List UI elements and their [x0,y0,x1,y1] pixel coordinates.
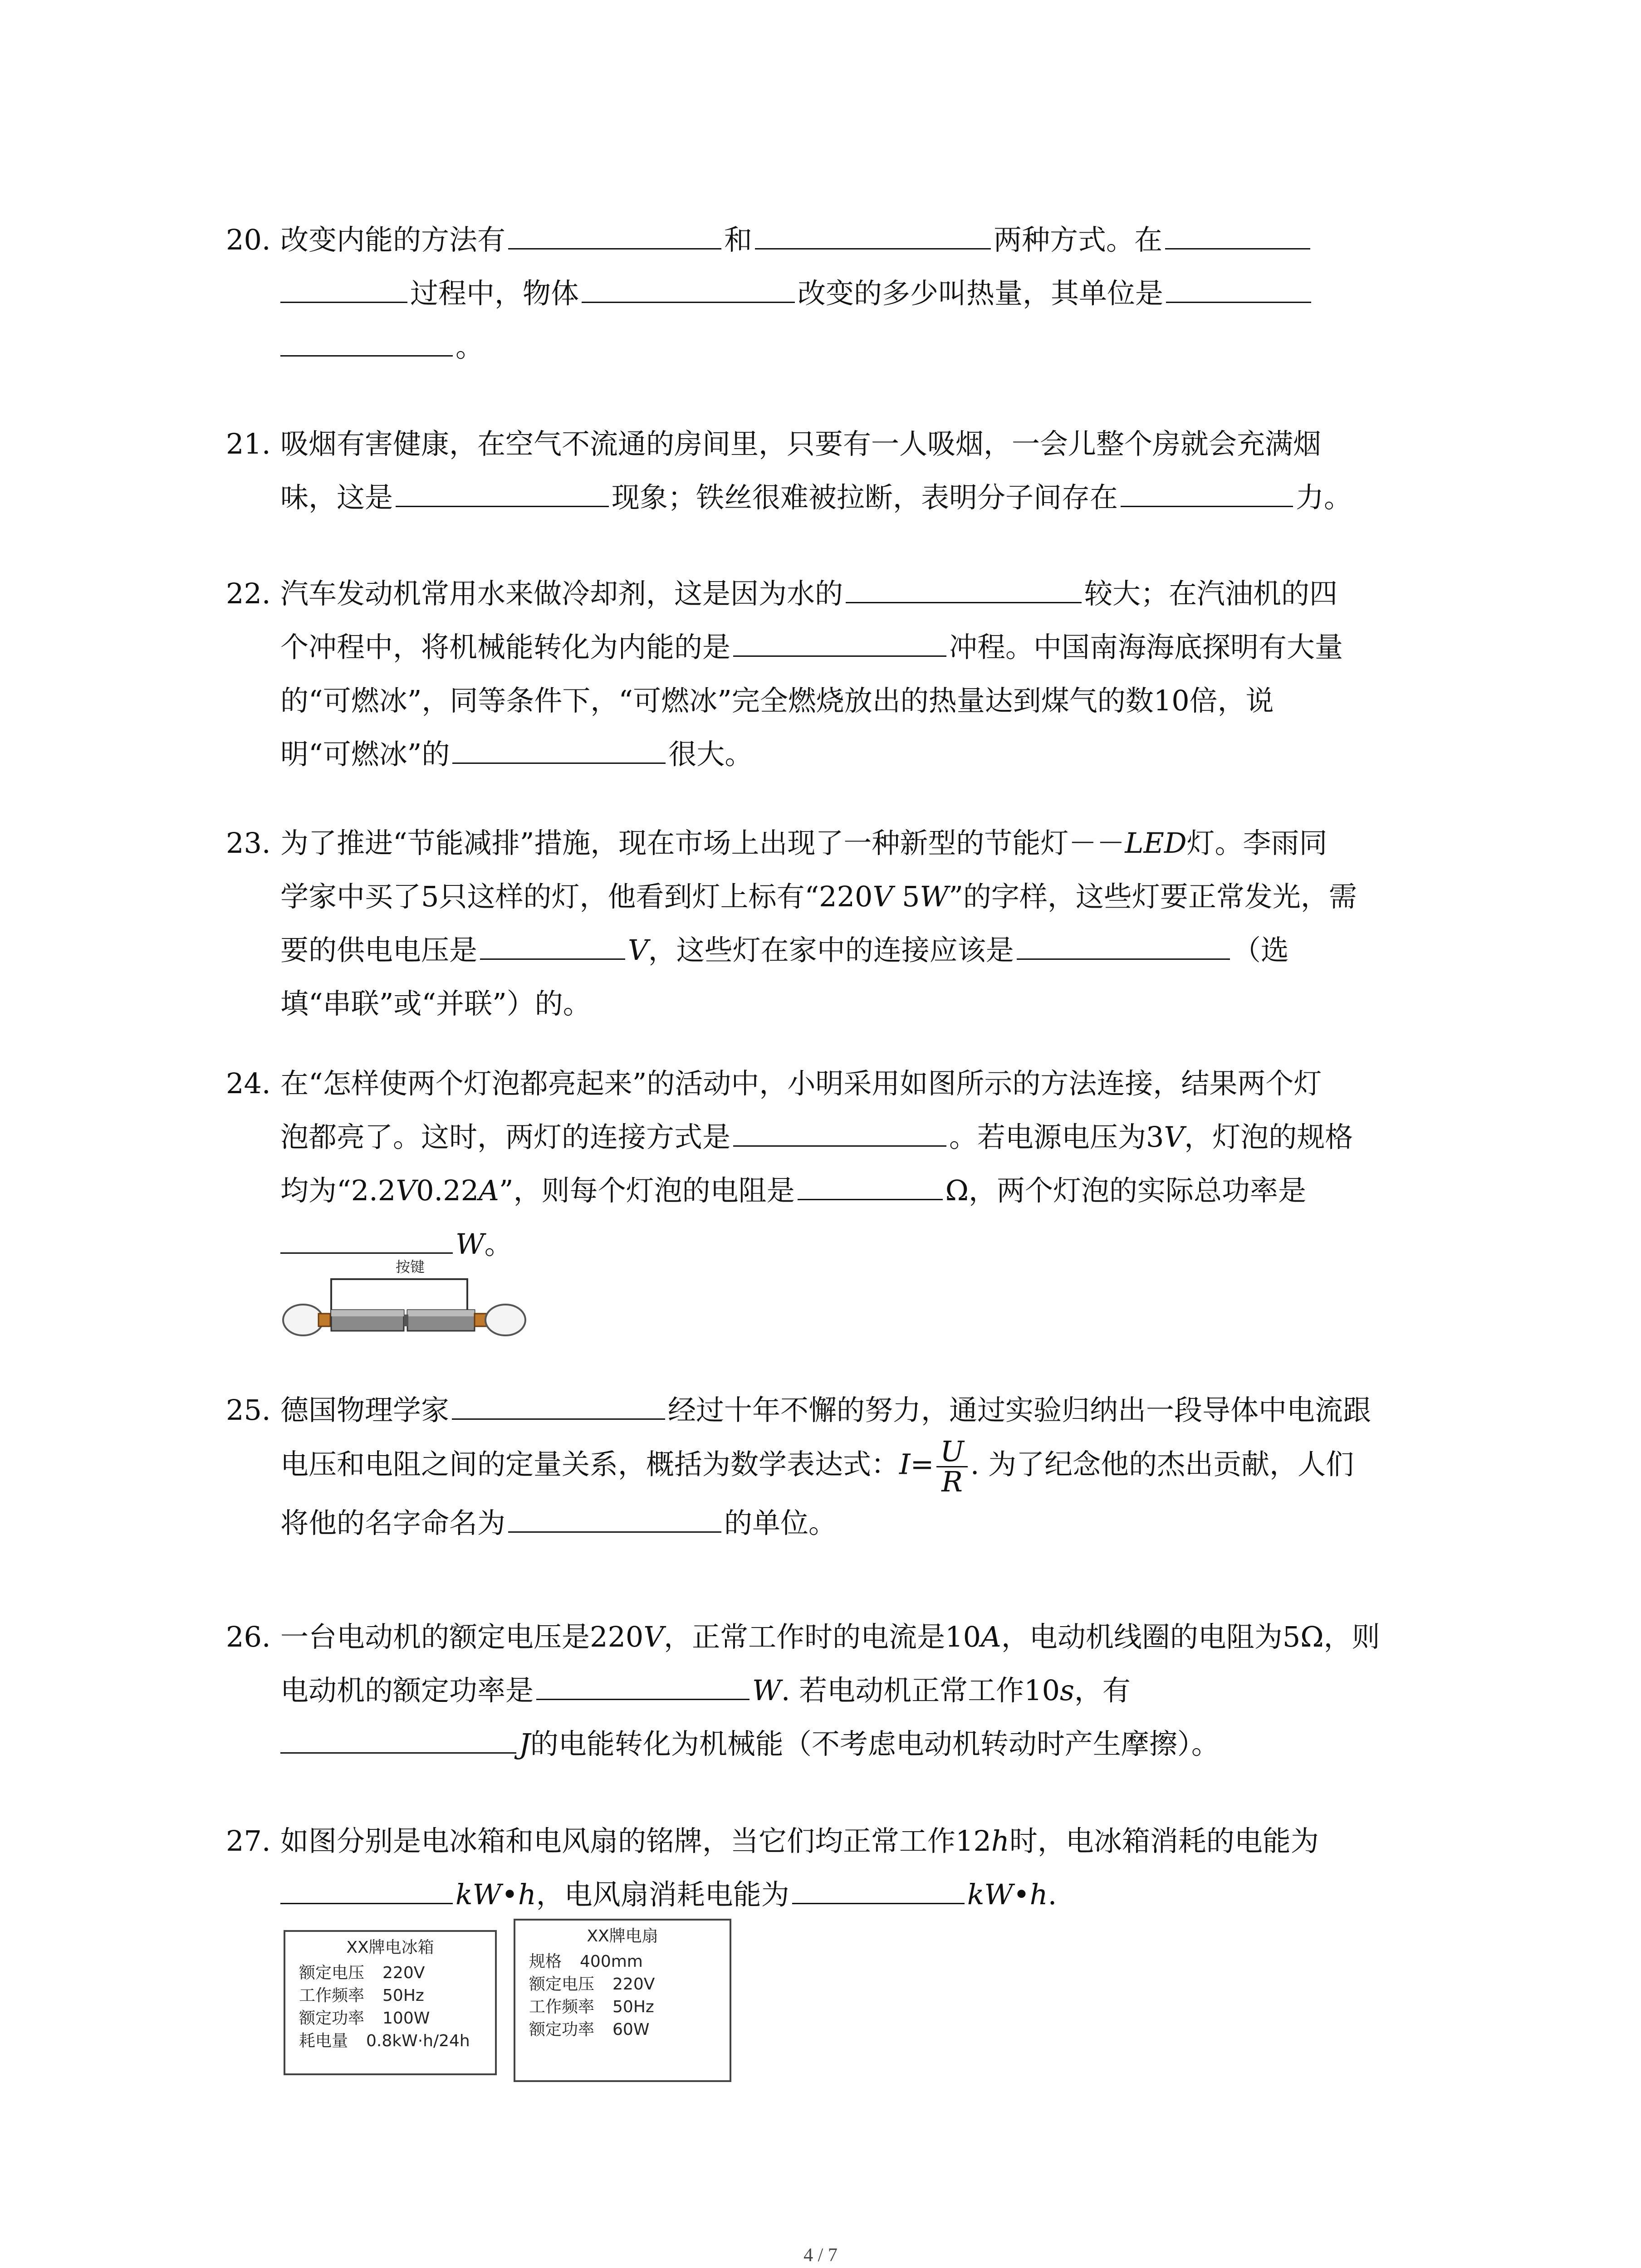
answer-blank-cont[interactable] [280,269,407,303]
q23-text-4: 填“串联”或“并联”）的。 [280,987,591,1020]
left-bulb-icon [283,1305,330,1335]
q20-text-1b: 和 [724,223,753,256]
spec-value: 60W [612,2020,650,2039]
q24-text-4b: 。 [484,1227,513,1261]
spec-label: 规格 [529,1952,562,1971]
q27-text-1c: 时，电冰箱消耗的电能为 [1009,1824,1319,1857]
q27-text-2b: ，电风扇消耗电能为 [536,1878,789,1911]
question-20 [227,213,1452,374]
q25-text-1b: 经过十年不懈的努力，通过实验归纳出一段导体中电流跟 [668,1393,1372,1427]
fraction-denominator: R [941,1465,963,1498]
spec-label: 额定电压 [529,1975,595,1994]
spec-value: 220V [612,1975,655,1994]
q23-text-3c: ，这些灯在家中的连接应该是 [648,934,1014,967]
q26-unit-w: W [752,1674,781,1707]
q22-text-4b: 很大。 [668,738,753,771]
q27-text-2d: . [1048,1878,1057,1911]
q26-text-1a: 一台电动机的额定电压是220 [280,1620,644,1653]
answer-blank[interactable] [452,730,666,764]
q22-text-1a: 汽车发动机常用水来做冷却剂，这是因为水的 [280,577,843,610]
spec-value: 50Hz [382,1986,424,2005]
battery-left-icon [331,1310,404,1331]
answer-blank[interactable] [280,1870,453,1904]
question-22 [227,567,1452,781]
answer-blank[interactable] [792,1870,965,1904]
q22-text-1b: 较大；在汽油机的四 [1084,577,1338,610]
q20-text-3: 。 [456,330,484,363]
answer-blank[interactable] [733,623,946,657]
question-number: 25. [226,1393,271,1427]
fan-title: XX牌电扇 [587,1927,658,1945]
q24-text-3f: Ω，两个灯泡的实际总功率是 [945,1174,1307,1207]
answer-blank[interactable] [396,473,609,507]
q26-text-1e: ，电动机线圈的电阻为5Ω，则 [1001,1620,1380,1653]
q26-text-2a: 电动机的额定功率是 [280,1674,534,1707]
q24-text-3e: ”，则每个灯泡的电阻是 [499,1174,795,1207]
q26-unit-j: J [519,1727,530,1760]
q21-text-2a: 味，这是 [280,481,393,514]
q23-text-2a: 学家中买了5只这样的灯，他看到灯上标有“220 [280,880,873,913]
q25-formula-eq: = [910,1447,934,1481]
spec-value: 220V [382,1964,425,1982]
answer-blank[interactable] [1017,926,1230,960]
answer-blank[interactable] [582,269,795,303]
answer-blank[interactable] [846,569,1082,603]
fridge-title: XX牌电冰箱 [346,1938,434,1957]
question-number: 23. [226,826,271,860]
q20-text-1a: 改变内能的方法有 [280,223,506,256]
q23-unit-v: V [872,880,893,913]
answer-blank[interactable] [280,1720,516,1754]
q24-text-3a: 均为“2.2 [280,1174,396,1207]
spec-value: 50Hz [612,1998,654,2016]
fridge-row [299,1962,481,1984]
q26-text-1c: ，正常工作时的电流是10 [664,1620,981,1653]
q24-unit-a: A [479,1174,499,1207]
fridge-row [299,1984,481,2007]
fan-row [529,1950,716,1973]
fridge-row [299,2007,481,2030]
q27-unit-kwh-2: kW•h [967,1878,1048,1911]
page-number: 4 / 7 [803,2245,838,2266]
spec-value: 0.8kW·h/24h [366,2032,470,2050]
q26-unit-s: s [1060,1674,1074,1707]
q23-text-2e: ”的字样，这些灯要正常发光，需 [949,880,1357,913]
q21-text-2b: 现象；铁丝很难被拉断，表明分子间存在 [612,481,1118,514]
question-number: 21. [226,427,271,460]
q25-text-2a: 电压和电阻之间的定量关系，概括为数学表达式： [280,1447,900,1481]
answer-blank[interactable] [798,1166,943,1200]
answer-blank[interactable] [1121,473,1293,507]
question-number: 22. [226,577,271,610]
spec-label: 工作频率 [299,1986,365,2005]
ohm-law-fraction [936,1437,967,1496]
question-number: 26. [226,1620,271,1653]
answer-blank[interactable] [733,1113,946,1147]
q24-text-2d: ，灯泡的规格 [1184,1120,1353,1154]
q25-formula-i: I [899,1447,911,1481]
question-number: 20. [226,223,271,256]
q26-text-2e: ，有 [1074,1674,1131,1707]
answer-blank[interactable] [452,1386,665,1420]
fridge-nameplate [284,1930,497,2075]
question-27 [227,1814,1452,1921]
q23-text-1a: 为了推进“节能减排”措施，现在市场上出现了一种新型的节能灯－－ [280,826,1125,860]
question-25 [227,1383,1452,1550]
q23-text-3d: （选 [1232,934,1289,967]
right-bulb-icon [475,1305,525,1335]
answer-blank[interactable] [536,1666,749,1700]
question-number: 24. [226,1067,271,1100]
q20-text-2a: 过程中，物体 [410,277,579,310]
spec-label: 额定功率 [529,2020,595,2039]
q23-text-2c: 5 [893,880,920,913]
answer-blank[interactable] [755,215,991,249]
spec-label: 额定电压 [299,1964,365,1982]
fan-row [529,2019,716,2041]
button-label: 按键 [396,1258,425,1276]
q23-unit-w: W [920,880,949,913]
fan-row [529,1973,716,1996]
q25-text-2d: . 为了纪念他的杰出贡献，人们 [970,1447,1354,1481]
spec-label: 耗电量 [299,2032,348,2050]
q25-text-3a: 将他的名字命名为 [280,1506,506,1540]
question-24 [227,1057,1452,1271]
q21-text-1: 吸烟有害健康，在空气不流通的房间里，只要有一人吸烟，一会儿整个房就会充满烟 [280,427,1322,460]
answer-blank[interactable] [480,926,625,960]
q26-text-3b: 的电能转化为机械能（不考虑电动机转动时产生摩擦）。 [530,1727,1220,1760]
q21-text-2c: 力。 [1296,481,1352,514]
q23-text-3a: 要的供电电压是 [280,934,478,967]
q26-unit-a: A [981,1620,1001,1653]
q27-unit-kwh: kW•h [456,1878,536,1911]
q22-text-4a: 明“可燃冰”的 [280,738,450,771]
spec-value: 100W [382,2009,430,2028]
circuit-figure [277,1256,567,1343]
q20-text-1c: 两种方式。在 [994,223,1163,256]
q24-text-3c: 0.22 [416,1174,479,1207]
spec-value: 400mm [580,1952,643,1971]
q24-unit-v2: V [396,1174,416,1207]
spec-label: 工作频率 [529,1998,595,2016]
q20-text-2b: 改变的多少叫热量，其单位是 [798,277,1164,310]
answer-blank[interactable] [508,215,721,249]
fan-row [529,1996,716,2019]
question-number: 27. [226,1824,271,1857]
answer-blank-cont[interactable] [280,323,453,357]
fraction-numerator: U [936,1437,967,1467]
q25-text-1a: 德国物理学家 [280,1393,450,1427]
q27-unit-h: h [991,1824,1009,1857]
answer-blank[interactable] [1165,215,1310,249]
q22-text-2a: 个冲程中，将机械能转化为内能的是 [280,631,731,664]
q25-text-3b: 的单位。 [724,1506,837,1540]
spec-label: 额定功率 [299,2009,365,2028]
q24-text-2a: 泡都亮了。这时，两灯的连接方式是 [280,1120,731,1154]
q26-unit-v: V [643,1620,664,1653]
q22-text-2b: 冲程。中国南海海底探明有大量 [949,631,1343,664]
answer-blank[interactable] [280,1220,453,1254]
q27-text-1a: 如图分别是电冰箱和电风扇的铭牌，当它们均正常工作12 [280,1824,991,1857]
battery-right-icon [404,1310,475,1331]
answer-blank[interactable] [1166,269,1311,303]
question-23 [227,816,1452,1031]
question-21 [227,417,1452,524]
q23-text-1b: LED [1125,826,1187,860]
wire [331,1279,467,1313]
q23-text-1c: 灯。李雨同 [1186,826,1327,860]
q23-unit-v2: V [628,934,648,967]
q24-text-2b: 。若电源电压为3 [949,1120,1164,1154]
fan-nameplate [514,1919,731,2082]
fridge-row [299,2030,481,2053]
answer-blank[interactable] [508,1499,721,1533]
q26-text-2c: . 若电动机正常工作10 [781,1674,1060,1707]
q24-unit-v: V [1164,1120,1185,1154]
q24-text-1: 在“怎样使两个灯泡都亮起来”的活动中，小明采用如图所示的方法连接，结果两个灯 [280,1067,1322,1100]
q24-unit-w: W [456,1227,485,1261]
q22-text-3: 的“可燃冰”，同等条件下，“可燃冰”完全燃烧放出的热量达到煤气的数10倍，说 [280,684,1274,717]
question-26 [227,1610,1452,1771]
